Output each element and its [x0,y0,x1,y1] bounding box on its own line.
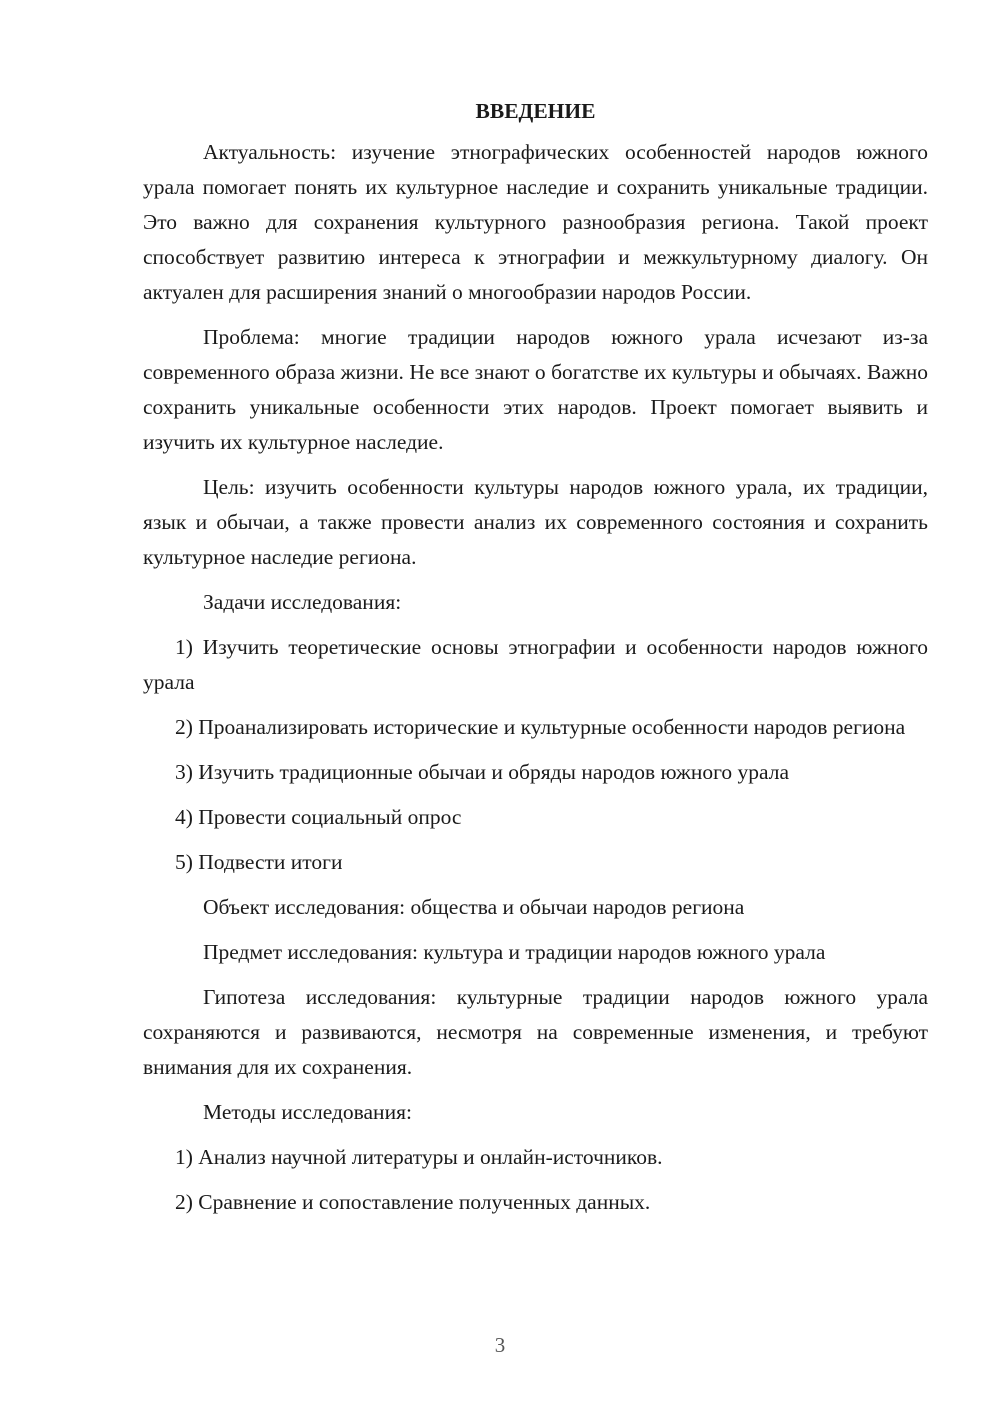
relevance-paragraph: Актуальность: изучение этнографических особенностей народов южного урала помогает понять их культурное наследие и сохранить уникальные традиции. Это важно для сохранения культурного разнообразия региона. Такой проект способствует развитию интереса к этнографии и межкультурному диалогу. Он актуален для расширения знаний о многообразии народов России. [143,140,928,304]
hypothesis-paragraph: Гипотеза исследования: культурные традиции народов южного урала сохраняются и развиваются, несмотря на современные изменения, и требуют внимания для их сохранения. [143,985,928,1079]
problem-paragraph: Проблема: многие традиции народов южного урала исчезают из-за современного образа жизни. Не все знают о богатстве их культуры и обычаях. Важно сохранить уникальные особенности этих народов. Проект помогает выявить и изучить их культурное наследие. [143,325,928,454]
method-item-2: 2) Сравнение и сопоставление полученных данных. [175,1190,651,1214]
page-title: ВВЕДЕНИЕ [475,99,596,123]
method-item-1: 1) Анализ научной литературы и онлайн-источников. [175,1145,663,1169]
task-item-2: 2) Проанализировать исторические и культурные особенности народов региона [175,715,906,739]
document-page [143,96,928,1230]
goal-paragraph: Цель: изучить особенности культуры народов южного урала, их традиции, язык и обычаи, а также провести анализ их современного состояния и сохранить культурное наследие региона. [143,475,928,569]
object-paragraph: Объект исследования: общества и обычаи народов региона [203,895,745,919]
task-item-4: 4) Провести социальный опрос [175,805,462,829]
page-number: 3 [494,1333,506,1357]
task-item-3: 3) Изучить традиционные обычаи и обряды народов южного урала [175,760,790,784]
task-item-5: 5) Подвести итоги [175,850,343,874]
tasks-heading: Задачи исследования: [203,590,402,614]
methods-heading: Методы исследования: [203,1100,412,1124]
task-item-1: 1) Изучить теоретические основы этнографии и особенности народов южного урала [143,635,928,694]
subject-paragraph: Предмет исследования: культура и традиции народов южного урала [203,940,826,964]
